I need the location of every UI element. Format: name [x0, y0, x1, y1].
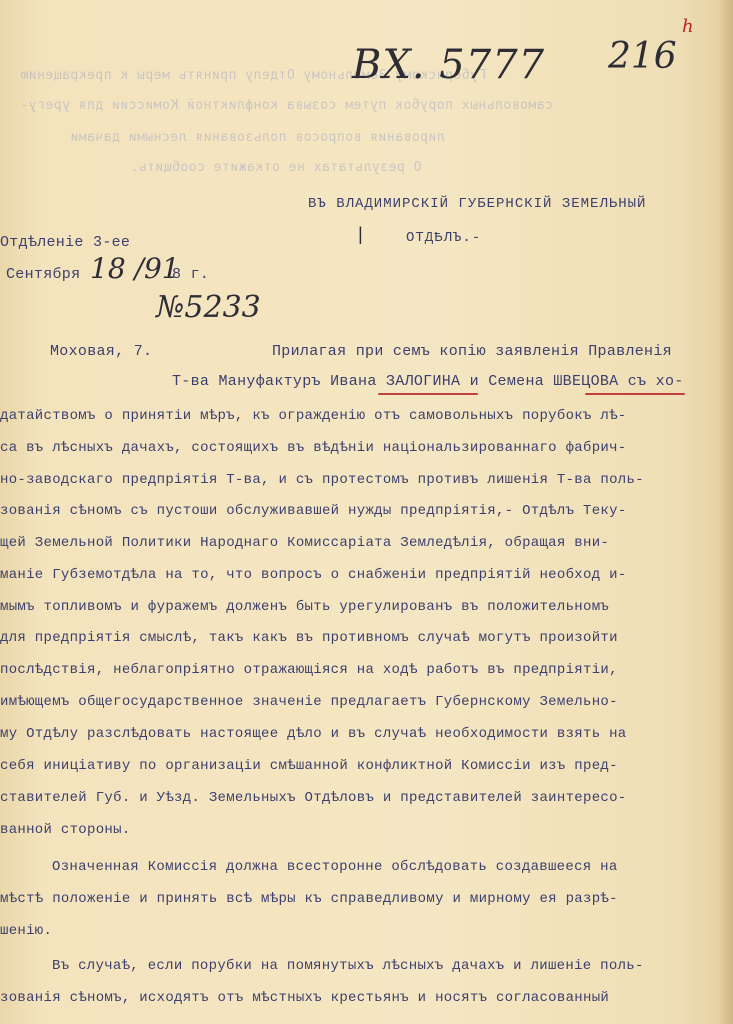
body-line: имѣющемъ общегосударственное значеніе предлагаетъ Губернскому Земельно-	[0, 694, 618, 710]
body-line: мѣстѣ положеніе и принять всѣ мѣры къ справедливому и мирному ея разрѣ-	[0, 891, 618, 907]
date-prefix: Сентября	[6, 266, 81, 283]
addressee-line-1: ВЪ ВЛАДИМИРСКІЙ ГУБЕРНСКІЙ ЗЕМЕЛЬНЫЙ	[308, 196, 647, 212]
date-handwritten: 18 /91	[90, 252, 180, 285]
bleed-through-line: лирования вопросов пользования лесными дачами	[70, 130, 445, 145]
corner-mark-handwritten: h	[682, 16, 694, 37]
department-label: Отдѣленіе 3-ее	[0, 234, 131, 251]
bleed-through-line: Губернскому Земельному Отделу принять меры к прекращению	[20, 68, 487, 83]
body-line: зованія сѣномъ, исходятъ отъ мѣстныхъ крестьянъ и носятъ согласованный	[0, 990, 610, 1006]
outgoing-number-handwritten: №5233	[156, 290, 261, 325]
red-underline-mark	[378, 393, 478, 395]
body-line: шенію.	[0, 923, 53, 939]
body-line: му Отдѣлу разслѣдовать настоящее дѣло и въ случаѣ необходимости взять на	[0, 726, 627, 742]
body-line: щей Земельной Политики Народнаго Комиссаріата Земледѣлія, обращая вни-	[0, 535, 610, 551]
body-line: Въ случаѣ, если порубки на помянутыхъ лѣсныхъ дачахъ и лишеніе поль-	[52, 958, 644, 974]
body-line: Т-ва Мануфактуръ Ивана ЗАЛОГИНА и Семена ШВЕЦОВА съ хо-	[172, 373, 684, 390]
body-line: но-заводскаго предпріятія Т-ва, и съ протестомъ противъ лишенія Т-ва поль-	[0, 472, 644, 488]
body-line: для предпріятія смыслѣ, такъ какъ въ противномъ случаѣ могутъ произойти	[0, 630, 618, 646]
body-line: послѣдствія, неблагопріятно отражающіяся на ходѣ работъ въ предпріятіи,	[0, 662, 618, 678]
address: Моховая, 7.	[50, 343, 153, 360]
body-line: са въ лѣсныхъ дачахъ, состоящихъ въ вѣдѣніи національзированнаго фабрич-	[0, 440, 627, 456]
addressee-line-2: ОТДѢЛЪ.-	[406, 230, 482, 246]
date-suffix: 8 г.	[172, 266, 210, 283]
page-number-handwritten: 216	[608, 36, 677, 77]
body-line: датайствомъ о принятіи мѣръ, къ огражденію отъ самовольныхъ порубокъ лѣ-	[0, 408, 627, 424]
addressee-bracket: |	[355, 226, 367, 246]
body-line: себя иниціативу по организаціи смѣшанной конфликтной Комиссіи изъ пред-	[0, 758, 618, 774]
body-line: Прилагая при семъ копію заявленія Правленія	[272, 343, 672, 360]
bleed-through-line: О результатах не откажите сообщить.	[130, 160, 422, 175]
body-line: Означенная Комиссія должна всесторонне обслѣдовать создавшееся на	[52, 859, 618, 875]
bleed-through-line: самовольных порубок путем созыва конфликтной Комиссии для урегу-	[20, 98, 553, 113]
body-line: мымъ топливомъ и фуражемъ долженъ быть урегулированъ въ положительномъ	[0, 599, 610, 615]
page-edge-shadow	[719, 0, 733, 1024]
red-underline-mark	[585, 393, 685, 395]
body-line: зованія сѣномъ съ пустоши обслуживавшей нужды предпріятія,- Отдѣлъ Теку-	[0, 503, 627, 519]
incoming-number-handwritten: ВХ. 5777	[352, 42, 546, 88]
body-line: маніе Губземотдѣла на то, что вопросъ о снабженіи предпріятій необход и-	[0, 567, 627, 583]
body-line: ванной стороны.	[0, 822, 131, 838]
body-line: ставителей Губ. и Уѣзд. Земельныхъ Отдѣловъ и представителей заинтересо-	[0, 790, 627, 806]
